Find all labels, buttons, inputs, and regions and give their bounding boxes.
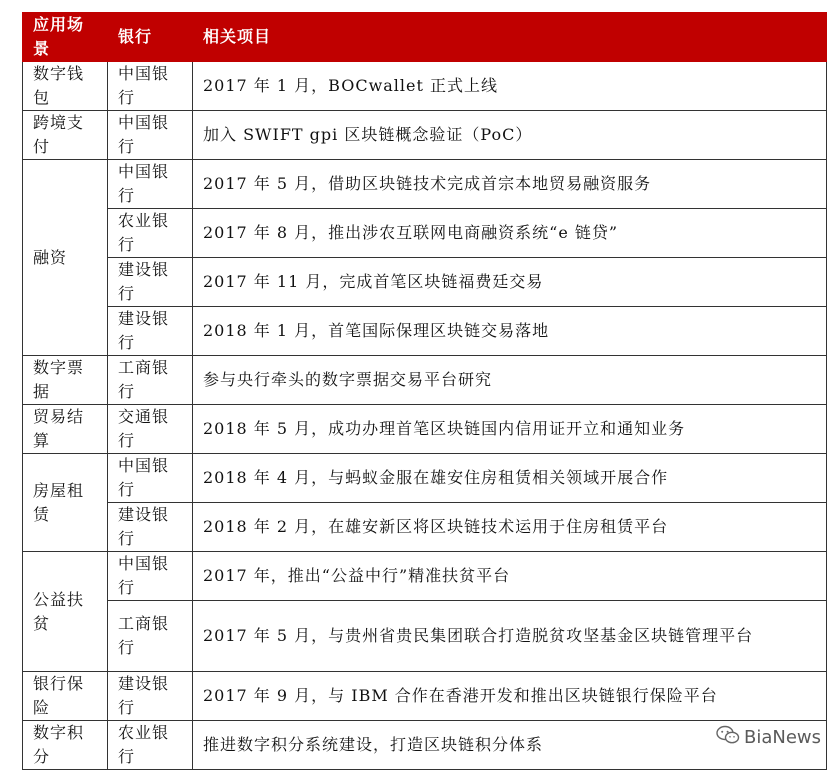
- project-cell: 2017 年 1 月，BOCwallet 正式上线: [193, 62, 827, 111]
- bank-cell: 建设银行: [108, 672, 193, 721]
- table-row: [23, 209, 827, 258]
- scene-cell: 公益扶贫: [23, 552, 108, 672]
- table-row: [23, 601, 827, 672]
- watermark: [716, 725, 821, 750]
- table-body: [23, 62, 827, 770]
- bank-cell: 中国银行: [108, 111, 193, 160]
- bank-cell: 中国银行: [108, 160, 193, 209]
- table-row: [23, 672, 827, 721]
- scene-cell: 贸易结算: [23, 405, 108, 454]
- project-cell: 2017 年 11 月，完成首笔区块链福费廷交易: [193, 258, 827, 307]
- project-cell: 2017 年 9 月，与 IBM 合作在香港开发和推出区块链银行保险平台: [193, 672, 827, 721]
- table-row: [23, 111, 827, 160]
- table-row: [23, 552, 827, 601]
- watermark-text: BiaNews: [743, 727, 821, 748]
- bank-cell: 建设银行: [108, 307, 193, 356]
- header-project: 相关项目: [193, 13, 827, 62]
- scene-cell: 银行保险: [23, 672, 108, 721]
- bank-cell: 中国银行: [108, 552, 193, 601]
- project-cell: 2017 年，推出“公益中行”精准扶贫平台: [193, 552, 827, 601]
- project-cell: 2018 年 2 月，在雄安新区将区块链技术运用于住房租赁平台: [193, 503, 827, 552]
- bank-cell: 中国银行: [108, 62, 193, 111]
- header-scene: 应用场景: [23, 13, 108, 62]
- header-bank: 银行: [108, 13, 193, 62]
- scene-cell: 数字积分: [23, 721, 108, 770]
- table-row: [23, 258, 827, 307]
- project-cell: 推进数字积分系统建设，打造区块链积分体系: [193, 721, 827, 770]
- scene-cell: 跨境支付: [23, 111, 108, 160]
- table-header: [23, 13, 827, 62]
- table-row: [23, 405, 827, 454]
- table-row: [23, 356, 827, 405]
- bank-cell: 农业银行: [108, 721, 193, 770]
- table-row: [23, 160, 827, 209]
- scene-cell: 融资: [23, 160, 108, 356]
- table-row: [23, 307, 827, 356]
- project-cell: 2017 年 5 月，借助区块链技术完成首宗本地贸易融资服务: [193, 160, 827, 209]
- bank-cell: 建设银行: [108, 258, 193, 307]
- wechat-icon: [716, 725, 740, 750]
- project-cell: 2017 年 5 月，与贵州省贵民集团联合打造脱贫攻坚基金区块链管理平台: [193, 601, 827, 672]
- bank-cell: 农业银行: [108, 209, 193, 258]
- bank-cell: 交通银行: [108, 405, 193, 454]
- table-row: [23, 503, 827, 552]
- project-cell: 2017 年 8 月，推出涉农互联网电商融资系统“e 链贷”: [193, 209, 827, 258]
- bank-cell: 中国银行: [108, 454, 193, 503]
- table-row: [23, 62, 827, 111]
- scene-cell: 数字票据: [23, 356, 108, 405]
- project-cell: 2018 年 5 月，成功办理首笔区块链国内信用证开立和通知业务: [193, 405, 827, 454]
- project-cell: 加入 SWIFT gpi 区块链概念验证（PoC）: [193, 111, 827, 160]
- project-cell: 参与央行牵头的数字票据交易平台研究: [193, 356, 827, 405]
- bank-blockchain-table: [22, 12, 827, 770]
- project-cell: 2018 年 1 月，首笔国际保理区块链交易落地: [193, 307, 827, 356]
- table-row: [23, 454, 827, 503]
- bank-cell: 工商银行: [108, 356, 193, 405]
- table-row: [23, 721, 827, 770]
- scene-cell: 数字钱包: [23, 62, 108, 111]
- bank-cell: 建设银行: [108, 503, 193, 552]
- scene-cell: 房屋租赁: [23, 454, 108, 552]
- header-row: [23, 13, 827, 62]
- project-cell: 2018 年 4 月，与蚂蚁金服在雄安住房租赁相关领域开展合作: [193, 454, 827, 503]
- bank-cell: 工商银行: [108, 601, 193, 672]
